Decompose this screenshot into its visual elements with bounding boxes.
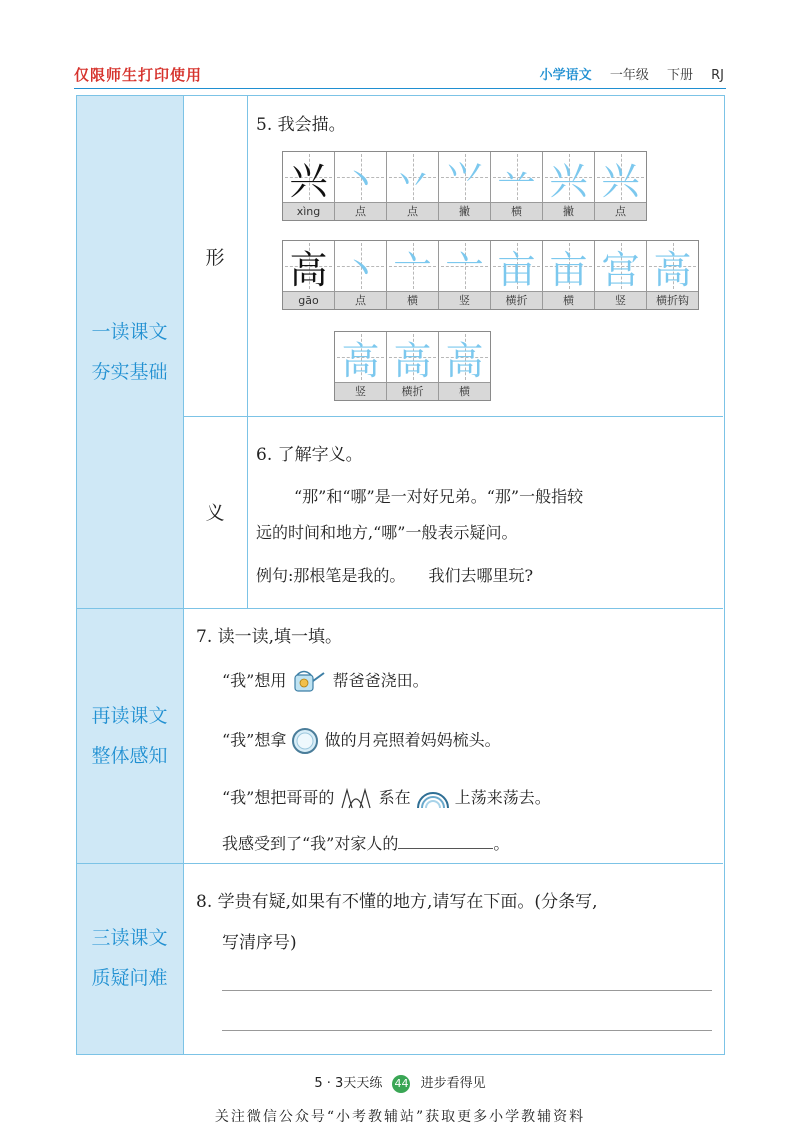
header-rule: [74, 88, 726, 89]
grade-label: 一年级: [609, 68, 649, 83]
answer-line[interactable]: [222, 990, 712, 991]
jump-rope-icon: [339, 788, 373, 810]
example-sentence-1: 那根笔是我的。: [293, 566, 406, 585]
trace-character: 高: [393, 338, 432, 383]
trace-character: ⺍: [445, 158, 484, 203]
grid-cell[interactable]: [335, 241, 387, 309]
section-label-line: 质疑问难: [91, 967, 168, 989]
stroke-label: 横: [439, 382, 490, 400]
grid-cell[interactable]: [491, 241, 543, 309]
trace-character: 兴: [601, 158, 640, 203]
grid-cell: [283, 152, 335, 220]
sentence-text: 我感受到了“我”对家人的: [222, 834, 399, 853]
section-label-line: 三读课文: [91, 927, 168, 949]
q6-paragraph-line-2: 远的时间和地方,“哪”一般表示疑问。: [256, 523, 518, 542]
sentence-text: 上荡来荡去。: [454, 788, 551, 807]
round-mirror-icon: [291, 727, 319, 755]
grid-cell[interactable]: [595, 241, 647, 309]
q6-paragraph-line-1: “那”和“哪”是一对好兄弟。“那”一般指较: [294, 487, 584, 506]
book-info: [540, 64, 724, 83]
grid-cell[interactable]: [595, 152, 646, 220]
trace-character: 亠: [445, 247, 484, 292]
trace-character: 宫: [601, 247, 640, 292]
stroke-label: 竖: [439, 291, 490, 309]
page-footer: [0, 1072, 800, 1093]
rainbow-icon: [416, 788, 450, 810]
stroke-label: 横折: [387, 382, 438, 400]
section-label-line: 夯实基础: [91, 361, 168, 383]
q6-examples: [256, 563, 533, 586]
sentence-text: “我”想用: [222, 671, 287, 690]
stroke-label: 横: [543, 291, 594, 309]
example-label: 例句:: [256, 566, 294, 585]
model-character: 兴: [289, 158, 328, 203]
stroke-grid-gao-continued: [334, 331, 491, 401]
volume-label: 下册: [666, 68, 693, 83]
grid-cell[interactable]: [543, 241, 595, 309]
section-label-line: 一读课文: [91, 321, 168, 343]
trace-character: 䒑: [497, 158, 536, 203]
print-notice: 仅限师生打印使用: [74, 66, 203, 84]
stroke-grid-xing: [282, 151, 647, 221]
trace-character: 丶: [341, 158, 380, 203]
subcolumn-divider: [247, 96, 248, 608]
trace-character: 兴: [549, 158, 588, 203]
pinyin-label: xìng: [283, 202, 334, 220]
question-8-title-line-1: 8. 学贵有疑,如果有不懂的地方,请写在下面。(分条写,: [196, 892, 598, 912]
stroke-label: 撇: [439, 202, 490, 220]
pinyin-label: gāo: [283, 291, 334, 309]
stroke-label: 横折钩: [647, 291, 698, 309]
subject-label: 小学语文: [539, 68, 592, 83]
stroke-label: 横折: [491, 291, 542, 309]
example-sentence-2: 我们去哪里玩?: [428, 566, 534, 585]
stroke-label: 横: [491, 202, 542, 220]
model-character: 高: [289, 247, 328, 292]
fill-in-blank[interactable]: [398, 834, 493, 849]
grid-cell[interactable]: [439, 332, 490, 400]
stroke-label: 点: [387, 202, 438, 220]
watering-can-icon: [291, 669, 327, 695]
question-5-title: 5. 我会描。: [256, 115, 346, 135]
sentence-text: 系在: [378, 788, 411, 807]
stroke-label: 横: [387, 291, 438, 309]
brand-label: 5 · 3天天练: [314, 1076, 383, 1091]
stroke-label: 点: [335, 291, 386, 309]
trace-character: 丶: [341, 247, 380, 292]
edition-label: RJ: [711, 68, 724, 83]
row-divider: [183, 416, 723, 417]
q7-sentence-2: [222, 727, 501, 755]
grid-cell[interactable]: [335, 332, 387, 400]
grid-cell[interactable]: [439, 152, 491, 220]
row-divider: [76, 608, 723, 609]
footer-note: 关注微信公众号“小考教辅站”获取更多小学教辅资料: [214, 1109, 586, 1125]
answer-line[interactable]: [222, 1030, 712, 1031]
section-label-line: 整体感知: [91, 745, 168, 767]
grid-cell: [283, 241, 335, 309]
trace-character: 亠: [393, 247, 432, 292]
trace-character: 丷: [393, 158, 432, 203]
q7-sentence-1: [222, 668, 429, 695]
slogan-label: 进步看得见: [420, 1076, 486, 1091]
section-label-2: [76, 696, 183, 776]
trace-character: 高: [341, 338, 380, 383]
grid-cell[interactable]: [335, 152, 387, 220]
stroke-label: 竖: [595, 291, 646, 309]
trace-character: 亩: [497, 247, 536, 292]
column-divider: [183, 96, 184, 1054]
sentence-text: 做的月亮照着妈妈梳头。: [324, 730, 501, 750]
grid-cell[interactable]: [647, 241, 698, 309]
stroke-label: 撇: [543, 202, 594, 220]
question-7-title: 7. 读一读,填一填。: [196, 627, 343, 647]
trace-character: 高: [653, 247, 692, 292]
sentence-text: “我”想把哥哥的: [222, 788, 335, 807]
grid-cell[interactable]: [491, 152, 543, 220]
stroke-label: 点: [335, 202, 386, 220]
meaning-label: 义: [205, 502, 225, 524]
section-label-3: [76, 918, 183, 998]
section-label-line: 再读课文: [91, 705, 168, 727]
trace-character: 亩: [549, 247, 588, 292]
grid-cell[interactable]: [387, 152, 439, 220]
stroke-grid-gao: [282, 240, 699, 310]
question-8-title-line-2: 写清序号): [222, 933, 297, 953]
grid-cell[interactable]: [387, 332, 439, 400]
question-6-title: 6. 了解字义。: [256, 445, 363, 465]
section-label-1: [76, 312, 183, 392]
q7-sentence-4: [222, 831, 509, 854]
sentence-text: “我”想拿: [222, 730, 287, 750]
grid-cell[interactable]: [387, 241, 439, 309]
row-divider: [76, 863, 723, 864]
form-label: 形: [205, 247, 225, 269]
stroke-label: 竖: [335, 382, 386, 400]
sentence-text: 帮爸爸浇田。: [332, 671, 429, 690]
q7-sentence-3: [222, 785, 551, 810]
page-number: 44: [392, 1075, 410, 1093]
grid-cell[interactable]: [439, 241, 491, 309]
stroke-label: 点: [595, 202, 646, 220]
grid-cell[interactable]: [543, 152, 595, 220]
sentence-text: 。: [493, 834, 510, 853]
trace-character: 高: [445, 338, 484, 383]
